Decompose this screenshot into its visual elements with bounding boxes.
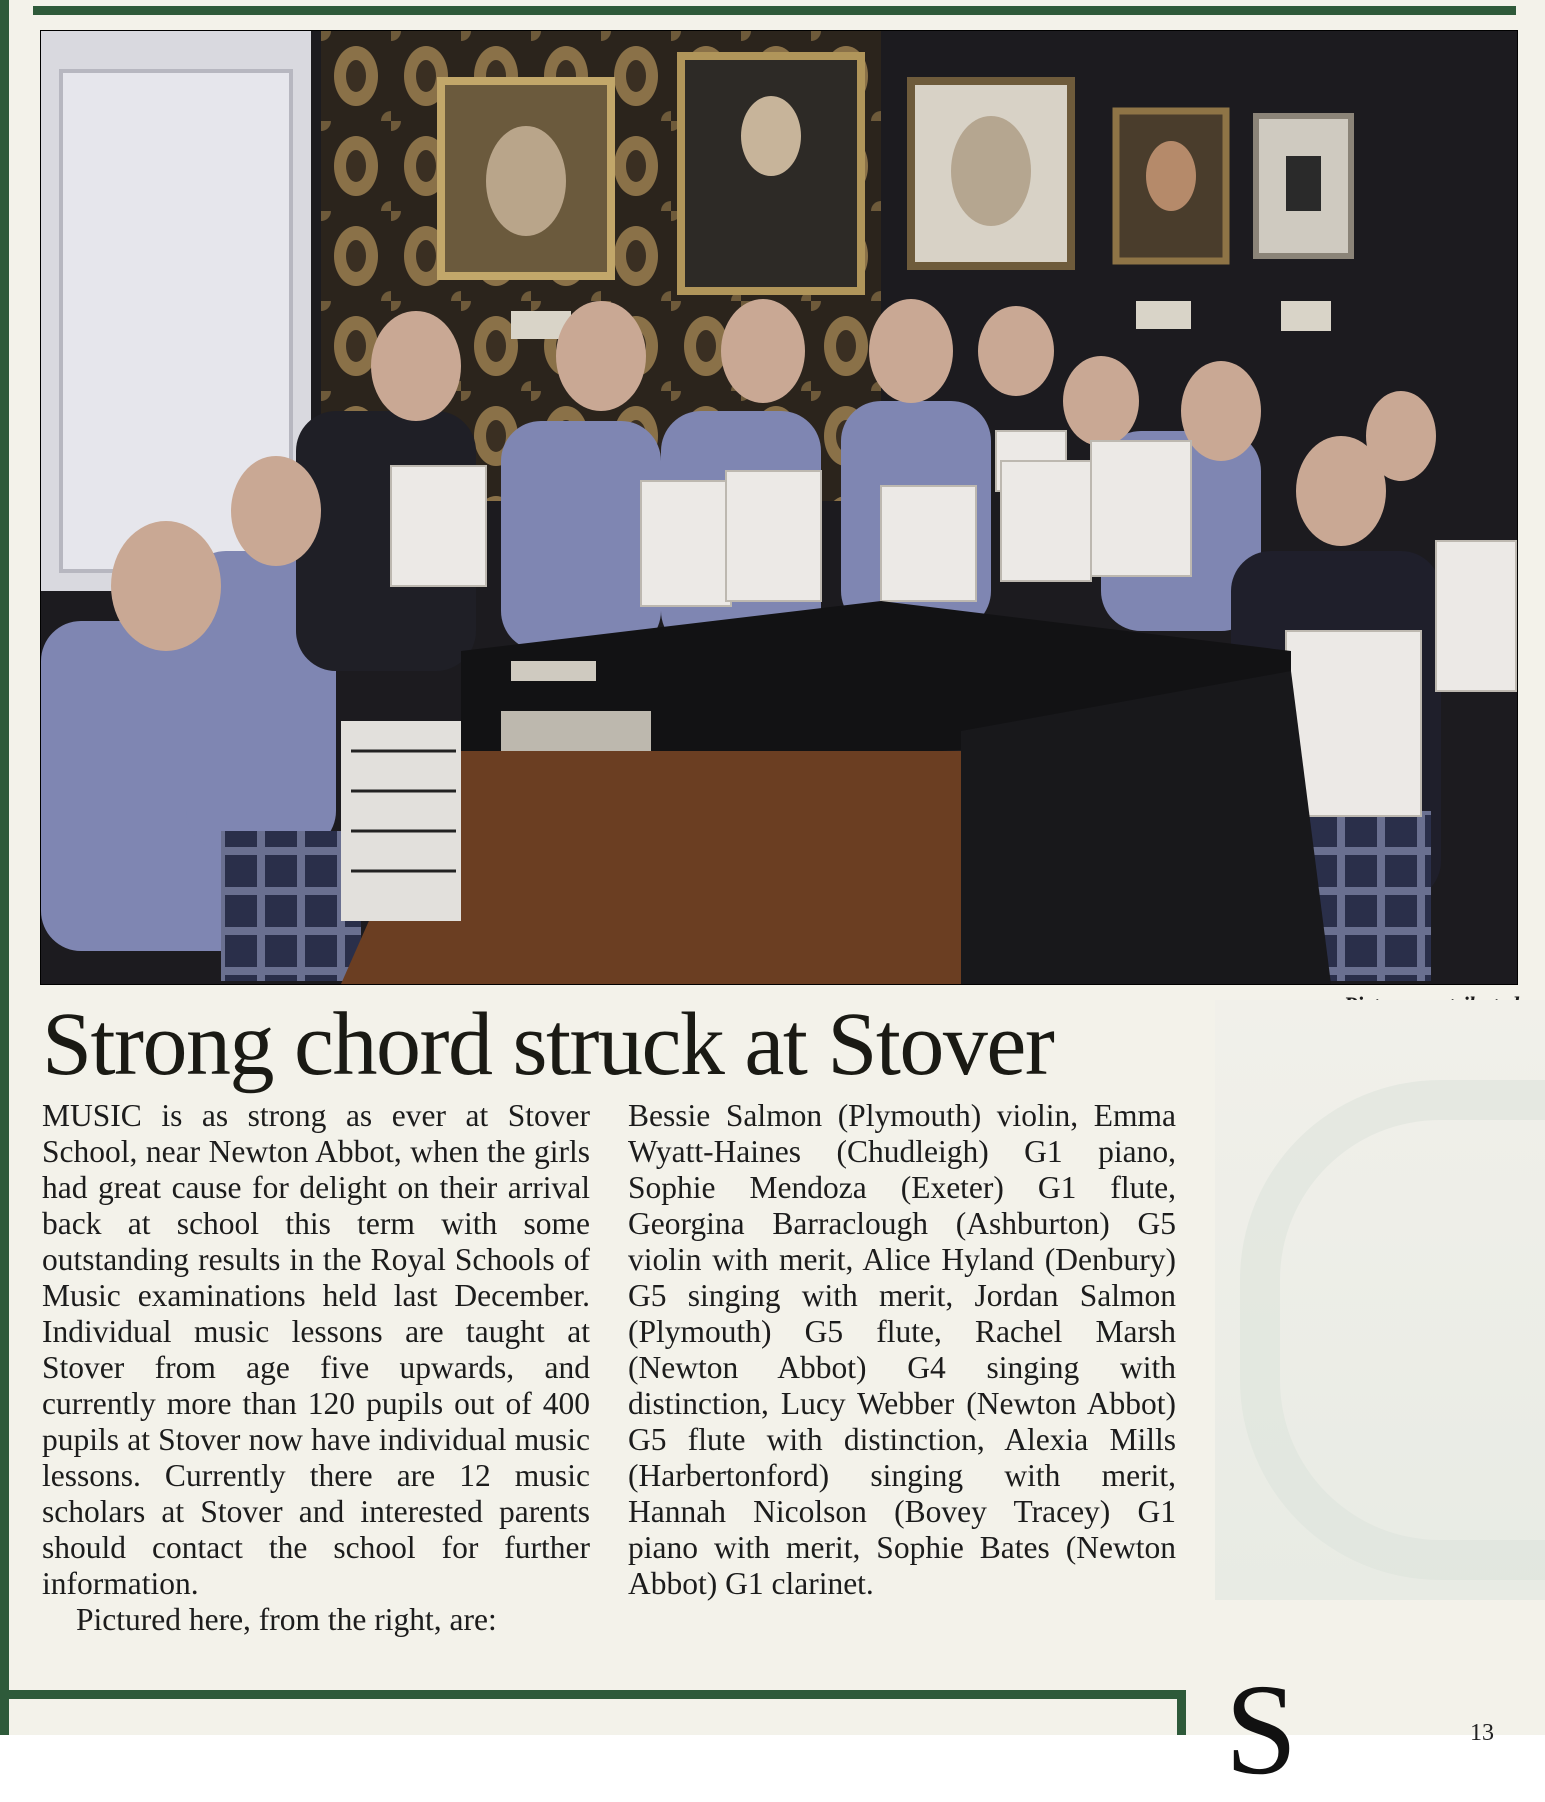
top-border-rule <box>33 6 1516 15</box>
page-number: 13 <box>1470 1720 1494 1746</box>
article-column-2 <box>628 1098 1176 1602</box>
photo-illustration <box>41 31 1517 984</box>
next-article-initial: S <box>1225 1658 1298 1802</box>
headline: Strong chord struck at Stover <box>42 995 1054 1094</box>
article-paragraph: Pictured here, from the right, are: <box>76 1602 497 1637</box>
left-border-rule <box>0 0 9 1735</box>
faded-adjacent-graphic <box>1240 1080 1545 1580</box>
article-paragraph: MUSIC is as strong as ever at Stover School, near Newton Abbot, when the girls had great cause for delight on their arrival back at school this term with some outstanding results in the Royal Schools of Music examinations held last December. Individual music lessons are taught at Stover from age five upwards, and currently more than 120 pupils out of 400 pupils at Stover now have individual music lessons. Currently there are 12 music scholars at Stover and interested parents should contact the school for further information. <box>42 1098 590 1601</box>
bottom-border-rule <box>0 1690 1185 1699</box>
article-photo <box>40 30 1518 985</box>
article-paragraph: Bessie Salmon (Plymouth) violin, Emma Wyatt-Haines (Chudleigh) G1 piano, Sophie Mendoza (Exeter) G1 flute, Georgina Barraclough (Ashburton) G5 violin with merit, Alice Hyland (Denbury) G5 singing with merit, Jordan Salmon (Plymouth) G5 flute, Rachel Marsh (Newton Abbot) G4 singing with distinction, Lucy Webber (Newton Abbot) G5 flute with distinction, Alexia Mills (Harbertonford) singing with merit, Hannah Nicolson (Bovey Tracey) G1 piano with merit, Sophie Bates (Newton Abbot) G1 clarinet. <box>628 1098 1176 1601</box>
article-column-1 <box>42 1098 590 1638</box>
bottom-border-corner <box>1177 1690 1186 1735</box>
